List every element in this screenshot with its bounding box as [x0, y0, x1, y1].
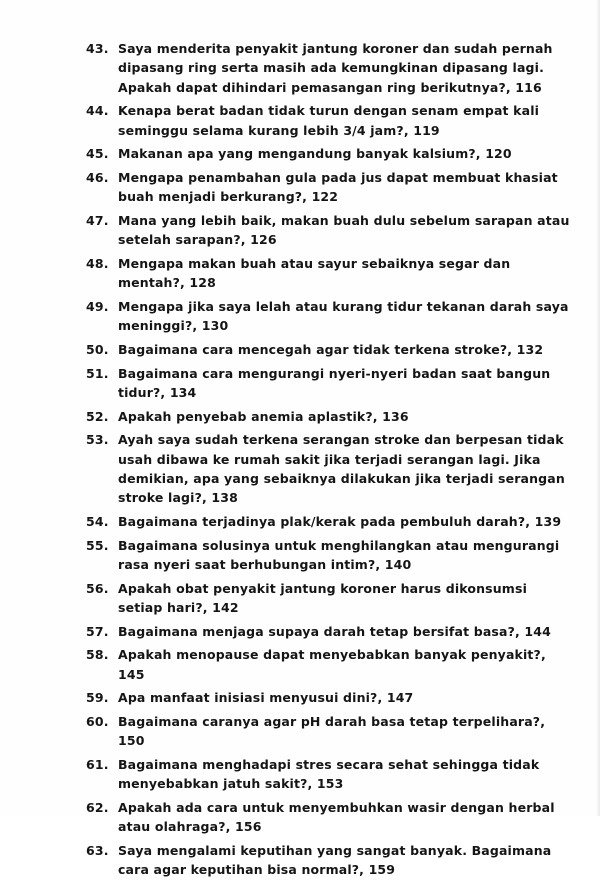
toc-entry	[86, 144, 570, 163]
entry-text: Apakah penyebab anemia aplastik?, 136	[118, 408, 409, 424]
entry-number: 44.	[86, 103, 109, 119]
toc-entry	[86, 798, 570, 837]
toc-entry	[86, 101, 570, 140]
entry-number: 47.	[86, 213, 109, 228]
toc-entry	[86, 168, 570, 207]
toc-entry	[86, 579, 570, 618]
toc-entry	[86, 536, 570, 575]
entry-number: 46.	[86, 170, 109, 185]
toc-entry	[86, 688, 570, 707]
toc-entry	[86, 841, 570, 880]
toc-entry	[86, 755, 570, 794]
table-of-contents	[86, 39, 570, 880]
entry-number: 60.	[86, 713, 109, 729]
entry-number: 48.	[86, 256, 109, 271]
entry-number: 49.	[86, 299, 109, 314]
entry-text: Mana yang lebih baik, makan buah dulu sebelum sarapan atau setelah sarapan?, 126	[118, 213, 570, 248]
entry-text: Mengapa jika saya lelah atau kurang tidur tekanan darah saya meninggi?, 130	[118, 299, 569, 334]
entry-text: Apakah ada cara untuk menyembuhkan wasir dengan herbal atau olahraga?, 156	[118, 799, 555, 835]
toc-entry	[86, 407, 570, 426]
entry-number: 59.	[86, 690, 109, 706]
entry-number: 56.	[86, 580, 109, 596]
entry-text: Bagaimana solusinya untuk menghilangkan atau mengurangi rasa nyeri saat berhubungan intim?, 140	[118, 537, 560, 572]
entry-number: 58.	[86, 647, 109, 663]
page-edge-shadow	[596, 0, 600, 816]
entry-number: 62.	[86, 799, 109, 815]
entry-text: Apakah menopause dapat menyebabkan banyak penyakit?, 145	[118, 647, 546, 682]
entry-number: 43.	[86, 41, 109, 56]
entry-number: 53.	[86, 432, 109, 448]
entry-number: 63.	[86, 842, 109, 858]
entry-number: 55.	[86, 537, 109, 553]
entry-text: Bagaimana menjaga supaya darah tetap bersifat basa?, 144	[118, 623, 551, 639]
toc-entry	[86, 211, 570, 250]
entry-number: 61.	[86, 756, 109, 772]
entry-number: 51.	[86, 365, 109, 381]
toc-entry	[86, 364, 570, 403]
entry-text: Kenapa berat badan tidak turun dengan senam empat kali seminggu selama kurang lebih 3/4 jam?, 119	[118, 103, 540, 138]
entry-text: Ayah saya sudah terkena serangan stroke dan berpesan tidak usah dibawa ke rumah sakit jika terjadi serangan lagi. Jika demikian, apa yang sebaiknya dilakukan jika terjadi serangan stroke lagi?, 138	[118, 432, 565, 506]
toc-entry	[86, 39, 570, 97]
toc-entry	[86, 645, 570, 684]
entry-text: Mengapa makan buah atau sayur sebaiknya segar dan mentah?, 128	[118, 256, 511, 291]
entry-number: 54.	[86, 514, 109, 529]
toc-entry	[86, 430, 570, 508]
entry-text: Bagaimana cara mengurangi nyeri-nyeri badan saat bangun tidur?, 134	[118, 365, 551, 400]
toc-entry	[86, 512, 570, 531]
entry-number: 52.	[86, 408, 109, 424]
entry-number: 50.	[86, 342, 109, 357]
toc-entry	[86, 712, 570, 751]
entry-text: Mengapa penambahan gula pada jus dapat membuat khasiat buah menjadi berkurang?, 122	[118, 170, 558, 205]
entry-text: Apakah obat penyakit jantung koroner harus dikonsumsi setiap hari?, 142	[118, 580, 528, 615]
entry-text: Bagaimana menghadapi stres secara sehat sehingga tidak menyebabkan jatuh sakit?, 153	[118, 756, 540, 792]
toc-entry	[86, 622, 570, 641]
entry-number: 57.	[86, 623, 109, 639]
entry-text: Bagaimana caranya agar pH darah basa tetap terpelihara?, 150	[118, 713, 546, 749]
entry-text: Apa manfaat inisiasi menyusui dini?, 147	[118, 690, 414, 706]
toc-entry	[86, 297, 570, 336]
entry-text: Bagaimana terjadinya plak/kerak pada pembuluh darah?, 139	[118, 514, 562, 529]
entry-text: Bagaimana cara mencegah agar tidak terkena stroke?, 132	[118, 342, 544, 357]
toc-entry	[86, 254, 570, 293]
entry-number: 45.	[86, 146, 109, 162]
entry-text: Makanan apa yang mengandung banyak kalsium?, 120	[118, 146, 512, 162]
toc-entry	[86, 340, 570, 359]
entry-text: Saya menderita penyakit jantung koroner dan sudah pernah dipasang ring serta masih ada kemungkinan dipasang lagi. Apakah dapat dihindari pemasangan ring berikutnya?, 116	[118, 41, 553, 95]
entry-text: Saya mengalami keputihan yang sangat banyak. Bagaimana cara agar keputihan bisa normal?, 159	[118, 842, 552, 878]
